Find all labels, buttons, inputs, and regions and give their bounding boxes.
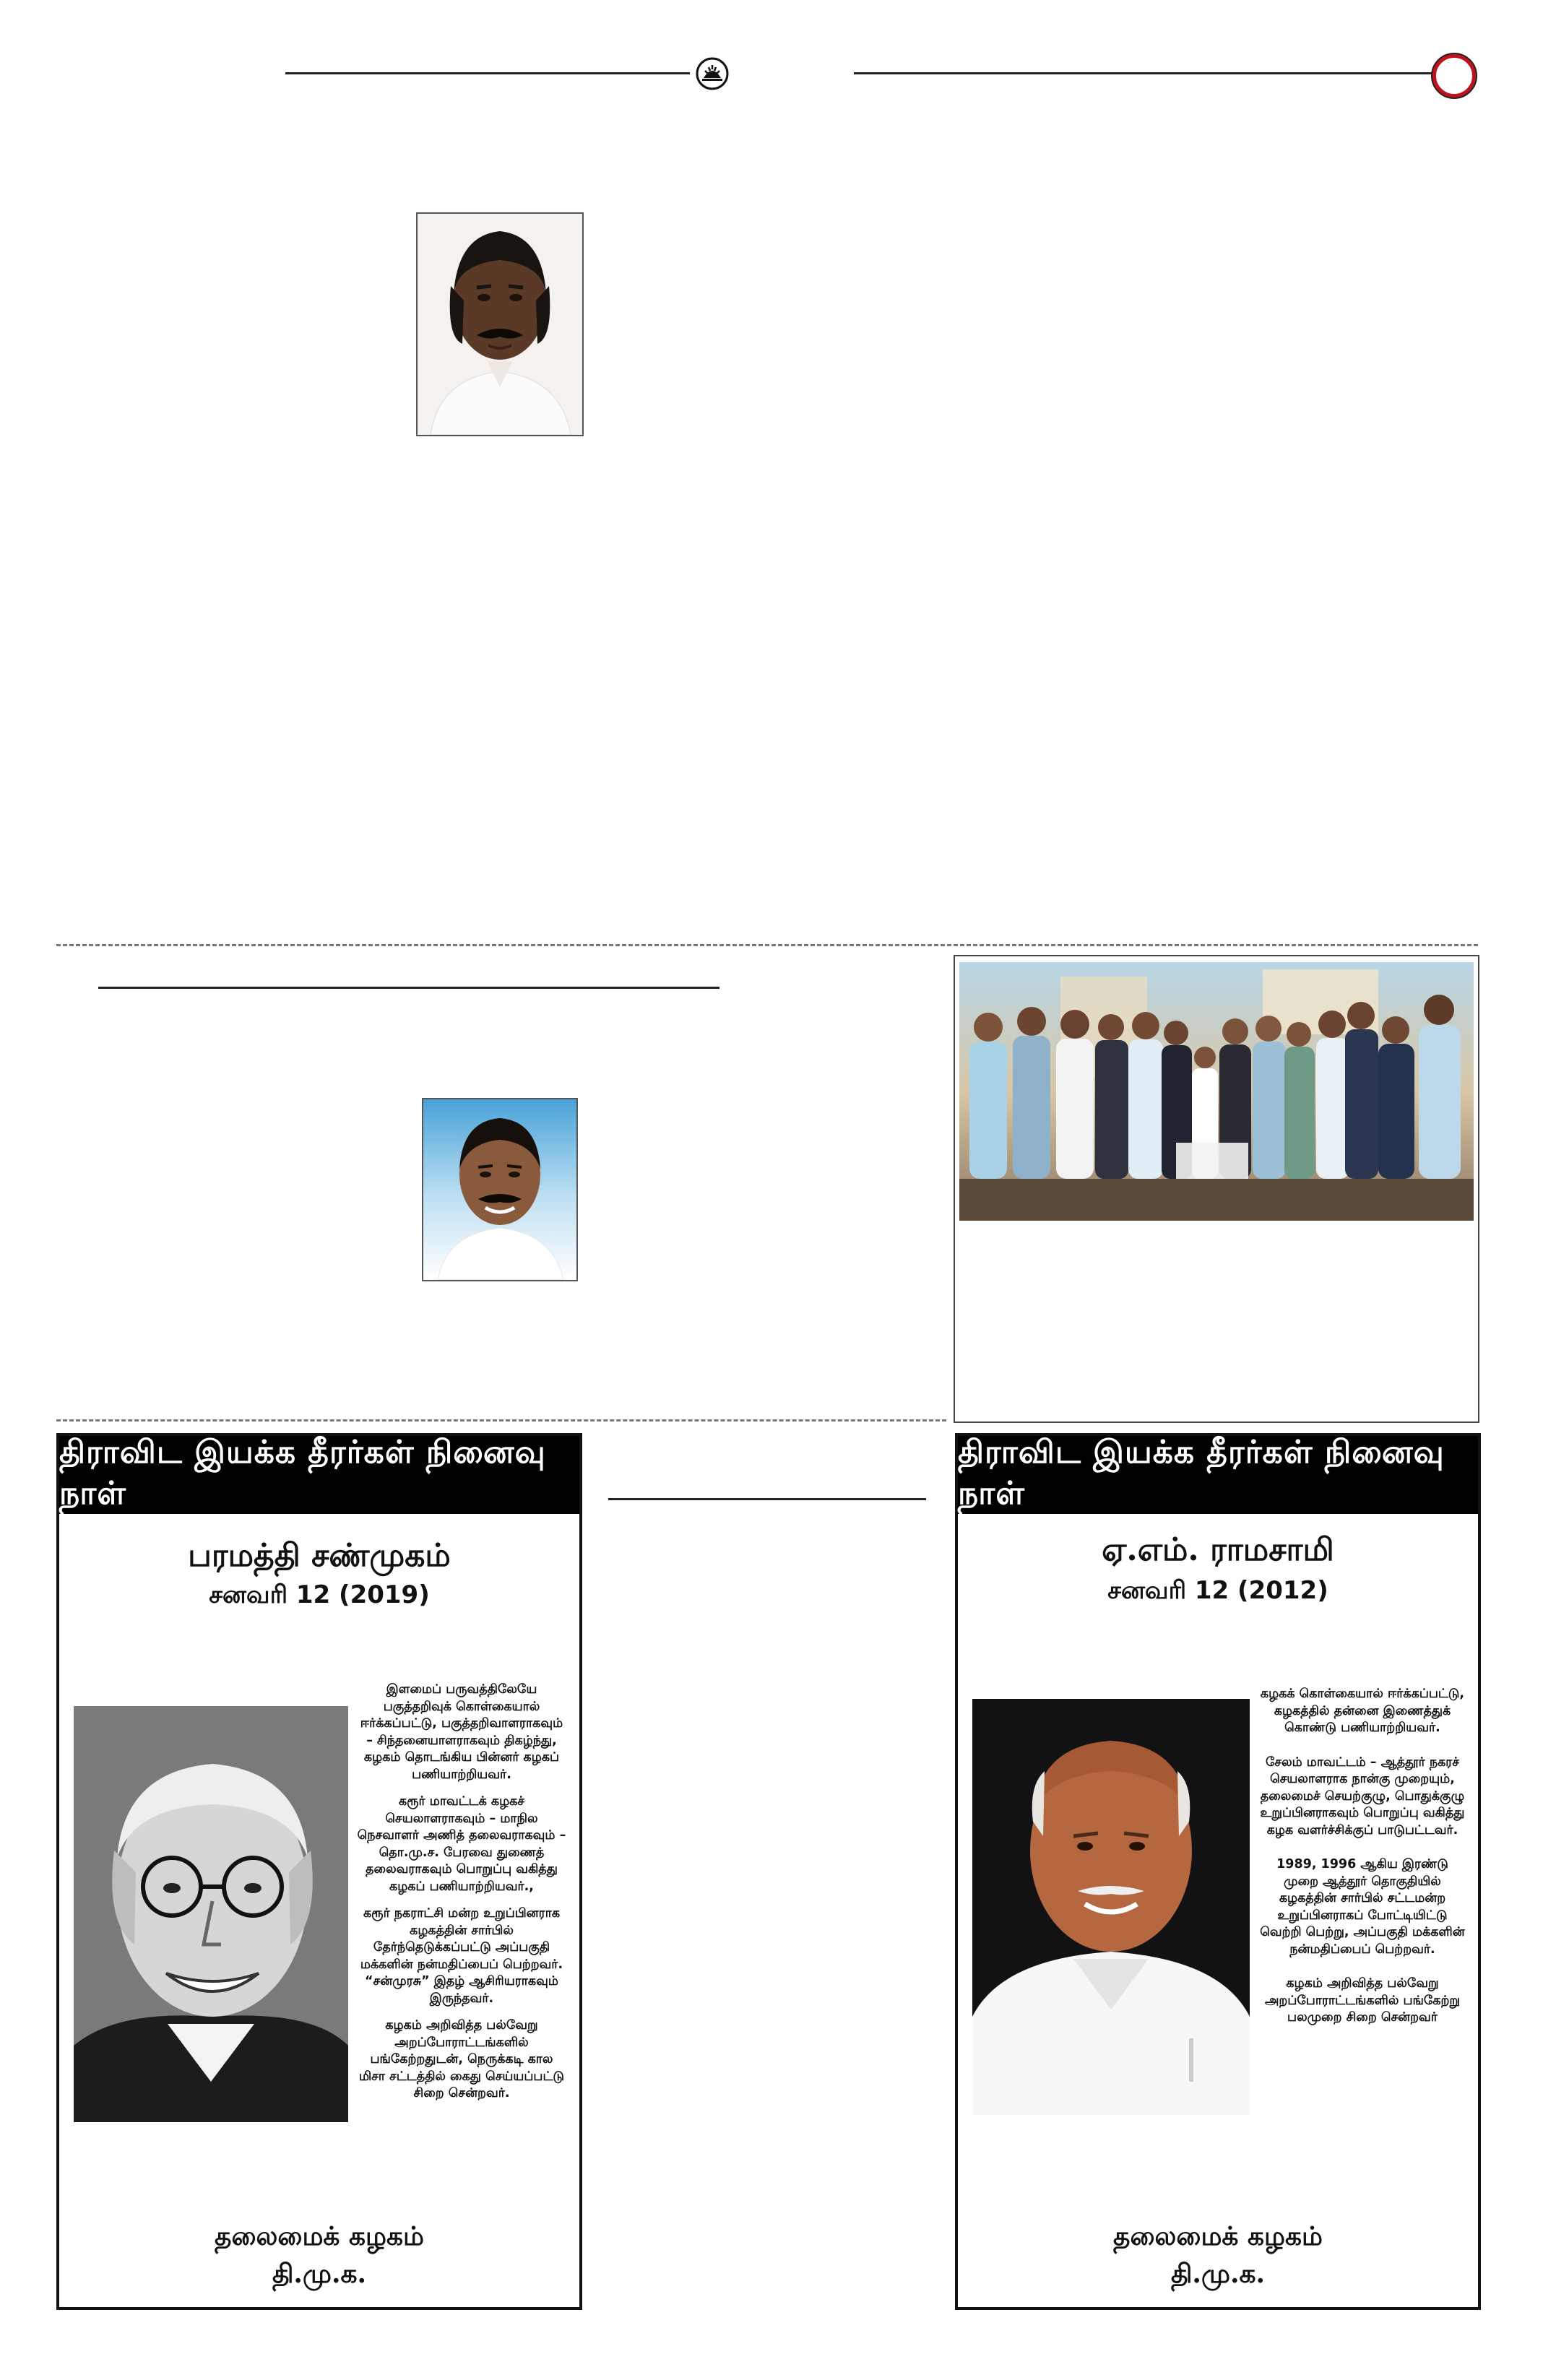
- tribute-photo-1: [74, 1706, 348, 2122]
- bio-paragraph: கழகக் கொள்கையால் ஈர்க்கப்பட்டு, கழகத்தில் தன்னை இணைத்துக் கொண்டு பணியாற்றியவர்.: [1260, 1687, 1465, 1735]
- bio-paragraph: கழகம் அறிவித்த பல்வேறு அறப்போராட்டங்களில் பங்கேற்று பலமுறை சிறை சென்றவர்: [1264, 1976, 1460, 2025]
- mid-portrait-photo: [422, 1098, 578, 1281]
- tribute-footer-org: [59, 2217, 579, 2293]
- bio-paragraph: சேலம் மாவட்டம் – ஆத்தூர் நகரச் செயலாளராக நான்கு முறையும், தலைமைச் செயற்குழு, பொதுக்குழு உறுப்பினராகவும் பொறுப்பு வகித்து கழக வளர்ச்சிக்குப் பாடுபட்டவர்.: [1260, 1754, 1465, 1838]
- rising-sun-emblem-icon: [695, 56, 730, 91]
- footer-line-2: தி.மு.க.: [1170, 2259, 1266, 2289]
- tribute-heading: திராவிட இயக்க தீரர்கள் நினைவு நாள்: [59, 1436, 579, 1514]
- tribute-footer-org: [958, 2217, 1478, 2293]
- center-column-rule: [608, 1498, 926, 1500]
- group-photo-frame: [954, 955, 1479, 1423]
- footer-line-2: தி.மு.க.: [272, 2259, 367, 2289]
- tribute-date: சனவரி 12 (2012): [1107, 1576, 1328, 1605]
- tribute-bio-2: [1260, 1686, 1465, 2037]
- mid-section-rule: [98, 987, 719, 989]
- bio-paragraph: கழகம் அறிவித்த பல்வேறு அறப்போராட்டங்களில் பங்கேற்றதுடன், நெருக்கடி கால மிசா சட்டத்தில் கைது செய்யப்பட்டு சிறை சென்றவர்.: [359, 2018, 564, 2100]
- top-portrait-photo: [416, 212, 584, 436]
- footer-line-1: தலைமைக் கழகம்: [215, 2221, 424, 2251]
- section-divider-upper: [56, 944, 1478, 946]
- tribute-box-1: [56, 1433, 582, 2310]
- tribute-date: சனவரி 12 (2019): [209, 1580, 430, 1609]
- bio-paragraph: இளமைப் பருவத்திலேயே பகுத்தறிவுக் கொள்கையால் ஈர்க்கப்பட்டு, பகுத்தறிவாளராகவும் – சிந்தனையாளராகவும் திகழ்ந்து, கழகம் தொடங்கிய பின்னர் கழகப் பணியாற்றியவர்.: [360, 1682, 563, 1782]
- bio-paragraph: கரூர் மாவட்டக் கழகச் செயலாளராகவும் – மாநில நெசவாளர் அணித் தலைவராகவும் – தொ.மு.ச. பேரவை துணைத் தலைவராகவும் பொறுப்பு வகித்து கழகப் பணியாற்றியவர்.,: [357, 1794, 566, 1894]
- tribute-bio-1: [357, 1682, 566, 2113]
- tribute-photo-2: [972, 1699, 1250, 2115]
- tribute-person-name: ஏ.எம். ராமசாமி: [1102, 1531, 1334, 1568]
- footer-line-1: தலைமைக் கழகம்: [1113, 2221, 1323, 2251]
- tribute-person-name: பரமத்தி சண்முகம்: [188, 1537, 451, 1574]
- bio-paragraph: கரூர் நகராட்சி மன்ற உறுப்பினராக கழகத்தின் சார்பில் தேர்ந்தெடுக்கப்பட்டு அப்பகுதி மக்களின் நன்மதிப்பைப் பெற்றவர். “சன்முரசு” இதழ் ஆசிரியராகவும் இருந்தவர்.: [360, 1906, 563, 2006]
- red-ring-badge-icon: [1430, 52, 1478, 100]
- bio-paragraph: 1989, 1996 ஆகிய இரண்டு முறை ஆத்தூர் தொகுதியில் கழகத்தின் சார்பில் சட்டமன்ற உறுப்பினராகப் போட்டியிட்டு வெற்றி பெற்று, அப்பகுதி மக்களின் நன்மதிப்பைப் பெற்றவர்.: [1260, 1857, 1465, 1957]
- section-divider-lower: [56, 1419, 946, 1421]
- group-photo: [959, 962, 1474, 1221]
- header-rule-left: [285, 72, 690, 74]
- header-rule-right: [854, 72, 1432, 74]
- tribute-heading: திராவிட இயக்க தீரர்கள் நினைவு நாள்: [958, 1436, 1478, 1514]
- tribute-box-2: [955, 1433, 1481, 2310]
